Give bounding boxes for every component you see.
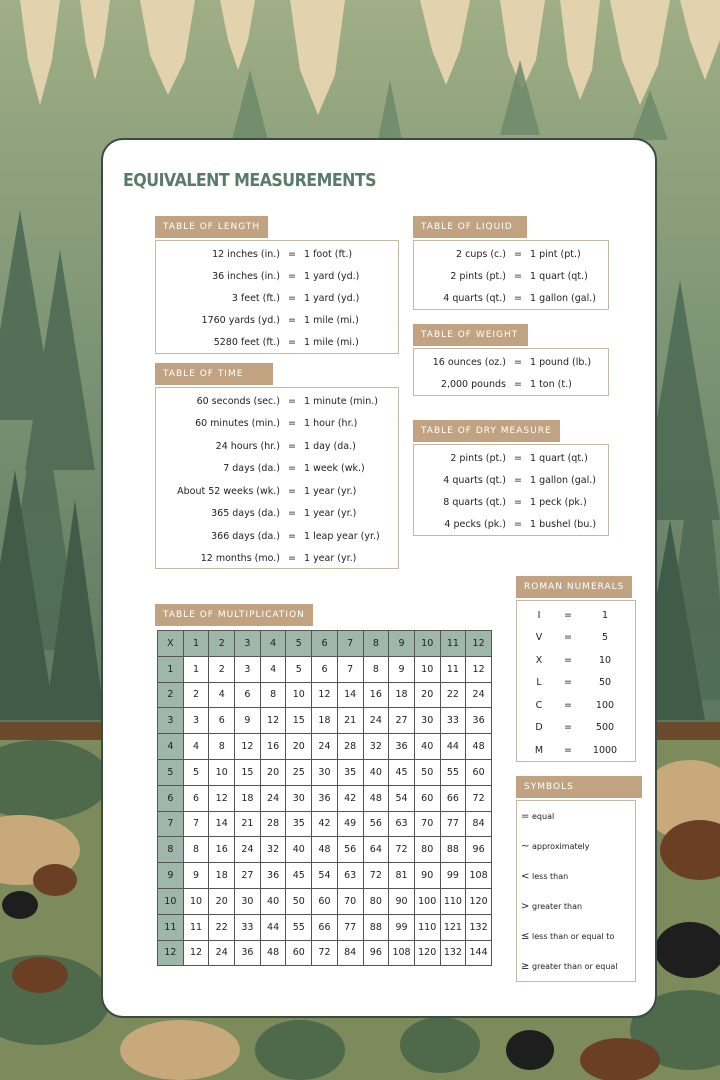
multiplication-cell: 9: [235, 708, 261, 734]
multiplication-cell: 16: [209, 837, 235, 863]
multiplication-cell: 12: [209, 785, 235, 811]
multiplication-column-header: 6: [312, 631, 338, 657]
multiplication-cell: 18: [209, 863, 235, 889]
multiplication-cell: 24: [260, 785, 286, 811]
multiplication-cell: 63: [337, 863, 363, 889]
multiplication-cell: 11: [440, 656, 466, 682]
multiplication-cell: 7: [183, 811, 209, 837]
length-row: 1760 yards (yd.) = 1 mile (mi.): [201, 314, 359, 326]
liquid-section: [413, 214, 609, 310]
multiplication-column-header: 9: [389, 631, 415, 657]
multiplication-column-header: 7: [337, 631, 363, 657]
multiplication-row-header: 9: [158, 863, 184, 889]
multiplication-cell: 132: [466, 914, 492, 940]
time-row: 366 days (da.) = 1 leap year (yr.): [211, 530, 380, 542]
multiplication-cell: 80: [363, 888, 389, 914]
multiplication-cell: 4: [183, 734, 209, 760]
multiplication-column-header: 10: [414, 631, 440, 657]
multiplication-cell: 36: [466, 708, 492, 734]
multiplication-section: [155, 602, 313, 626]
multiplication-cell: 70: [414, 811, 440, 837]
dry-measure-section: [413, 418, 609, 536]
time-row: About 52 weeks (wk.) = 1 year (yr.): [177, 485, 357, 497]
multiplication-cell: 121: [440, 914, 466, 940]
multiplication-cell: 27: [389, 708, 415, 734]
multiplication-cell: 30: [312, 759, 338, 785]
multiplication-cell: 60: [286, 940, 312, 966]
multiplication-cell: 3: [183, 708, 209, 734]
multiplication-cell: 27: [235, 863, 261, 889]
multiplication-cell: 12: [466, 656, 492, 682]
multiplication-cell: 108: [466, 863, 492, 889]
multiplication-cell: 32: [260, 837, 286, 863]
length-table: [155, 240, 399, 354]
multiplication-cell: 7: [337, 656, 363, 682]
multiplication-cell: 10: [209, 759, 235, 785]
multiplication-cell: 45: [389, 759, 415, 785]
multiplication-cell: 36: [312, 785, 338, 811]
multiplication-cell: 54: [389, 785, 415, 811]
multiplication-column-header: 12: [466, 631, 492, 657]
multiplication-cell: 1: [183, 656, 209, 682]
multiplication-row-header: 10: [158, 888, 184, 914]
multiplication-column-header: 3: [235, 631, 261, 657]
multiplication-row-header: 4: [158, 734, 184, 760]
multiplication-cell: 88: [363, 914, 389, 940]
multiplication-cell: 90: [414, 863, 440, 889]
multiplication-cell: 18: [389, 682, 415, 708]
multiplication-cell: 8: [183, 837, 209, 863]
dry-row: 4 quarts (qt.) = 1 gallon (gal.): [443, 474, 596, 486]
multiplication-cell: 72: [389, 837, 415, 863]
weight-table: [413, 348, 609, 396]
multiplication-cell: 9: [183, 863, 209, 889]
weight-section: [413, 322, 609, 396]
multiplication-cell: 42: [337, 785, 363, 811]
multiplication-row: [158, 682, 492, 708]
dry-row: 8 quarts (qt.) = 1 peck (pk.): [443, 496, 587, 508]
multiplication-cell: 90: [389, 888, 415, 914]
multiplication-cell: 33: [235, 914, 261, 940]
multiplication-cell: 5: [183, 759, 209, 785]
multiplication-row-header: 1: [158, 656, 184, 682]
multiplication-cell: 45: [286, 863, 312, 889]
roman-row: L = 50: [536, 677, 612, 689]
multiplication-cell: 44: [260, 914, 286, 940]
multiplication-cell: 40: [286, 837, 312, 863]
multiplication-cell: 32: [363, 734, 389, 760]
multiplication-cell: 35: [337, 759, 363, 785]
symbol-row: < less than: [521, 870, 569, 882]
multiplication-cell: 10: [286, 682, 312, 708]
multiplication-cell: 8: [363, 656, 389, 682]
multiplication-cell: 8: [260, 682, 286, 708]
multiplication-table: [157, 630, 492, 966]
multiplication-cell: 3: [235, 656, 261, 682]
multiplication-cell: 144: [466, 940, 492, 966]
multiplication-cell: 55: [286, 914, 312, 940]
multiplication-row: [158, 940, 492, 966]
multiplication-cell: 8: [209, 734, 235, 760]
multiplication-cell: 22: [209, 914, 235, 940]
multiplication-cell: 40: [260, 888, 286, 914]
multiplication-cell: 56: [363, 811, 389, 837]
multiplication-cell: 99: [389, 914, 415, 940]
multiplication-cell: 30: [414, 708, 440, 734]
multiplication-cell: 10: [183, 888, 209, 914]
multiplication-row-header: 5: [158, 759, 184, 785]
multiplication-column-header: 8: [363, 631, 389, 657]
multiplication-cell: 12: [260, 708, 286, 734]
multiplication-cell: 14: [337, 682, 363, 708]
multiplication-cell: 77: [337, 914, 363, 940]
multiplication-cell: 84: [337, 940, 363, 966]
multiplication-cell: 20: [286, 734, 312, 760]
multiplication-cell: 20: [260, 759, 286, 785]
multiplication-cell: 100: [414, 888, 440, 914]
multiplication-cell: 48: [260, 940, 286, 966]
length-row: 3 feet (ft.) = 1 yard (yd.): [231, 292, 360, 304]
multiplication-cell: 12: [235, 734, 261, 760]
multiplication-cell: 10: [414, 656, 440, 682]
multiplication-cell: 42: [312, 811, 338, 837]
multiplication-cell: 110: [414, 914, 440, 940]
multiplication-row: [158, 837, 492, 863]
weight-row: 2,000 pounds = 1 ton (t.): [440, 378, 572, 390]
multiplication-row-header: 2: [158, 682, 184, 708]
multiplication-cell: 50: [414, 759, 440, 785]
weight-heading: TABLE OF WEIGHT: [413, 324, 528, 346]
multiplication-cell: 28: [260, 811, 286, 837]
multiplication-cell: 72: [466, 785, 492, 811]
multiplication-cell: 5: [286, 656, 312, 682]
multiplication-cell: 16: [363, 682, 389, 708]
multiplication-cell: 110: [440, 888, 466, 914]
multiplication-cell: 12: [312, 682, 338, 708]
liquid-row: 2 pints (pt.) = 1 quart (qt.): [450, 270, 588, 282]
multiplication-column-header: 5: [286, 631, 312, 657]
multiplication-cell: 6: [235, 682, 261, 708]
multiplication-cell: 15: [235, 759, 261, 785]
multiplication-cell: 48: [466, 734, 492, 760]
multiplication-corner: X: [158, 631, 184, 657]
multiplication-cell: 16: [260, 734, 286, 760]
time-table: [155, 387, 399, 569]
multiplication-cell: 36: [389, 734, 415, 760]
multiplication-cell: 2: [183, 682, 209, 708]
multiplication-cell: 18: [312, 708, 338, 734]
multiplication-cell: 4: [260, 656, 286, 682]
time-heading: TABLE OF TIME: [155, 363, 273, 385]
multiplication-cell: 11: [183, 914, 209, 940]
multiplication-cell: 80: [414, 837, 440, 863]
length-row: 5280 feet (ft.) = 1 mile (mi.): [213, 336, 359, 348]
liquid-row: 2 cups (c.) = 1 pint (pt.): [456, 248, 581, 260]
multiplication-cell: 96: [466, 837, 492, 863]
multiplication-cell: 96: [363, 940, 389, 966]
multiplication-cell: 30: [286, 785, 312, 811]
multiplication-cell: 66: [312, 914, 338, 940]
dry-measure-table: [413, 444, 609, 536]
multiplication-cell: 81: [389, 863, 415, 889]
multiplication-cell: 40: [363, 759, 389, 785]
symbol-row: ~ approximately: [521, 840, 590, 852]
roman-row: I = 1: [537, 609, 609, 621]
multiplication-cell: 9: [389, 656, 415, 682]
time-row: 365 days (da.) = 1 year (yr.): [211, 508, 357, 520]
measurements-card: [101, 138, 657, 1018]
roman-row: D = 500: [535, 722, 615, 734]
multiplication-cell: 132: [440, 940, 466, 966]
multiplication-cell: 48: [312, 837, 338, 863]
multiplication-cell: 4: [209, 682, 235, 708]
dry-row: 2 pints (pt.) = 1 quart (qt.): [450, 452, 588, 464]
multiplication-row: [158, 785, 492, 811]
multiplication-cell: 84: [466, 811, 492, 837]
time-row: 60 seconds (sec.) = 1 minute (min.): [196, 395, 378, 407]
multiplication-cell: 49: [337, 811, 363, 837]
multiplication-cell: 120: [466, 888, 492, 914]
multiplication-cell: 24: [363, 708, 389, 734]
multiplication-row-header: 11: [158, 914, 184, 940]
roman-row: V = 5: [535, 632, 609, 644]
multiplication-cell: 70: [337, 888, 363, 914]
time-section: [155, 361, 399, 569]
multiplication-cell: 20: [209, 888, 235, 914]
multiplication-cell: 99: [440, 863, 466, 889]
multiplication-cell: 22: [440, 682, 466, 708]
length-row: 36 inches (in.) = 1 yard (yd.): [212, 270, 360, 282]
multiplication-cell: 6: [312, 656, 338, 682]
multiplication-cell: 60: [466, 759, 492, 785]
multiplication-row: [158, 759, 492, 785]
roman-row: M = 1000: [534, 744, 618, 756]
multiplication-cell: 15: [286, 708, 312, 734]
multiplication-heading: TABLE OF MULTIPLICATION: [155, 604, 313, 626]
page-title: EQUIVALENT MEASUREMENTS: [123, 170, 377, 191]
multiplication-column-header: 1: [183, 631, 209, 657]
multiplication-cell: 2: [209, 656, 235, 682]
multiplication-row: [158, 914, 492, 940]
roman-numerals-table: [516, 600, 636, 762]
multiplication-cell: 24: [312, 734, 338, 760]
length-row: 12 inches (in.) = 1 foot (ft.): [212, 248, 353, 260]
dry-row: 4 pecks (pk.) = 1 bushel (bu.): [444, 518, 597, 530]
multiplication-column-header: 11: [440, 631, 466, 657]
multiplication-cell: 72: [312, 940, 338, 966]
multiplication-row-header: 6: [158, 785, 184, 811]
time-row: 24 hours (hr.) = 1 day (da.): [215, 440, 356, 452]
multiplication-cell: 6: [209, 708, 235, 734]
multiplication-cell: 21: [235, 811, 261, 837]
multiplication-row-header: 7: [158, 811, 184, 837]
multiplication-row-header: 3: [158, 708, 184, 734]
multiplication-cell: 77: [440, 811, 466, 837]
multiplication-cell: 64: [363, 837, 389, 863]
symbols-heading: SYMBOLS: [516, 776, 642, 798]
multiplication-row: [158, 863, 492, 889]
multiplication-cell: 48: [363, 785, 389, 811]
dry-measure-heading: TABLE OF DRY MEASURE: [413, 420, 560, 442]
multiplication-row-header: 8: [158, 837, 184, 863]
multiplication-cell: 63: [389, 811, 415, 837]
multiplication-cell: 72: [363, 863, 389, 889]
multiplication-cell: 21: [337, 708, 363, 734]
symbol-row: > greater than: [521, 900, 583, 912]
multiplication-cell: 60: [312, 888, 338, 914]
time-row: 60 minutes (min.) = 1 hour (hr.): [195, 418, 358, 430]
roman-row: C = 100: [535, 699, 615, 711]
multiplication-cell: 36: [260, 863, 286, 889]
multiplication-cell: 50: [286, 888, 312, 914]
multiplication-column-header: 4: [260, 631, 286, 657]
multiplication-cell: 25: [286, 759, 312, 785]
multiplication-cell: 24: [466, 682, 492, 708]
multiplication-cell: 40: [414, 734, 440, 760]
liquid-heading: TABLE OF LIQUID: [413, 216, 527, 238]
multiplication-cell: 33: [440, 708, 466, 734]
multiplication-cell: 60: [414, 785, 440, 811]
multiplication-cell: 56: [337, 837, 363, 863]
multiplication-cell: 28: [337, 734, 363, 760]
multiplication-cell: 30: [235, 888, 261, 914]
weight-row: 16 ounces (oz.) = 1 pound (lb.): [432, 356, 592, 368]
symbols-table: [516, 800, 636, 982]
symbol-row: = equal: [521, 810, 555, 822]
multiplication-cell: 88: [440, 837, 466, 863]
multiplication-cell: 14: [209, 811, 235, 837]
multiplication-cell: 108: [389, 940, 415, 966]
roman-row: X = 10: [535, 654, 612, 666]
symbols-section: [516, 774, 642, 982]
multiplication-cell: 120: [414, 940, 440, 966]
multiplication-cell: 18: [235, 785, 261, 811]
multiplication-column-header: 2: [209, 631, 235, 657]
symbol-row: ≤ less than or equal to: [521, 930, 615, 942]
multiplication-cell: 24: [235, 837, 261, 863]
multiplication-row: [158, 656, 492, 682]
length-section: [155, 214, 399, 354]
length-heading: TABLE OF LENGTH: [155, 216, 268, 238]
multiplication-row: [158, 708, 492, 734]
multiplication-cell: 12: [183, 940, 209, 966]
multiplication-cell: 55: [440, 759, 466, 785]
multiplication-cell: 6: [183, 785, 209, 811]
multiplication-cell: 36: [235, 940, 261, 966]
multiplication-cell: 44: [440, 734, 466, 760]
multiplication-row: [158, 734, 492, 760]
multiplication-cell: 20: [414, 682, 440, 708]
roman-numerals-section: [516, 574, 636, 762]
multiplication-cell: 35: [286, 811, 312, 837]
time-row: 7 days (da.) = 1 week (wk.): [223, 463, 365, 475]
roman-numerals-heading: ROMAN NUMERALS: [516, 576, 632, 598]
multiplication-row: [158, 888, 492, 914]
multiplication-row-header: 12: [158, 940, 184, 966]
time-row: 12 months (mo.) = 1 year (yr.): [200, 553, 357, 565]
multiplication-cell: 54: [312, 863, 338, 889]
multiplication-row: [158, 811, 492, 837]
symbol-row: ≥ greater than or equal: [521, 960, 618, 972]
multiplication-cell: 24: [209, 940, 235, 966]
multiplication-header-row: [158, 631, 492, 657]
liquid-row: 4 quarts (qt.) = 1 gallon (gal.): [443, 292, 596, 304]
multiplication-cell: 66: [440, 785, 466, 811]
liquid-table: [413, 240, 609, 310]
